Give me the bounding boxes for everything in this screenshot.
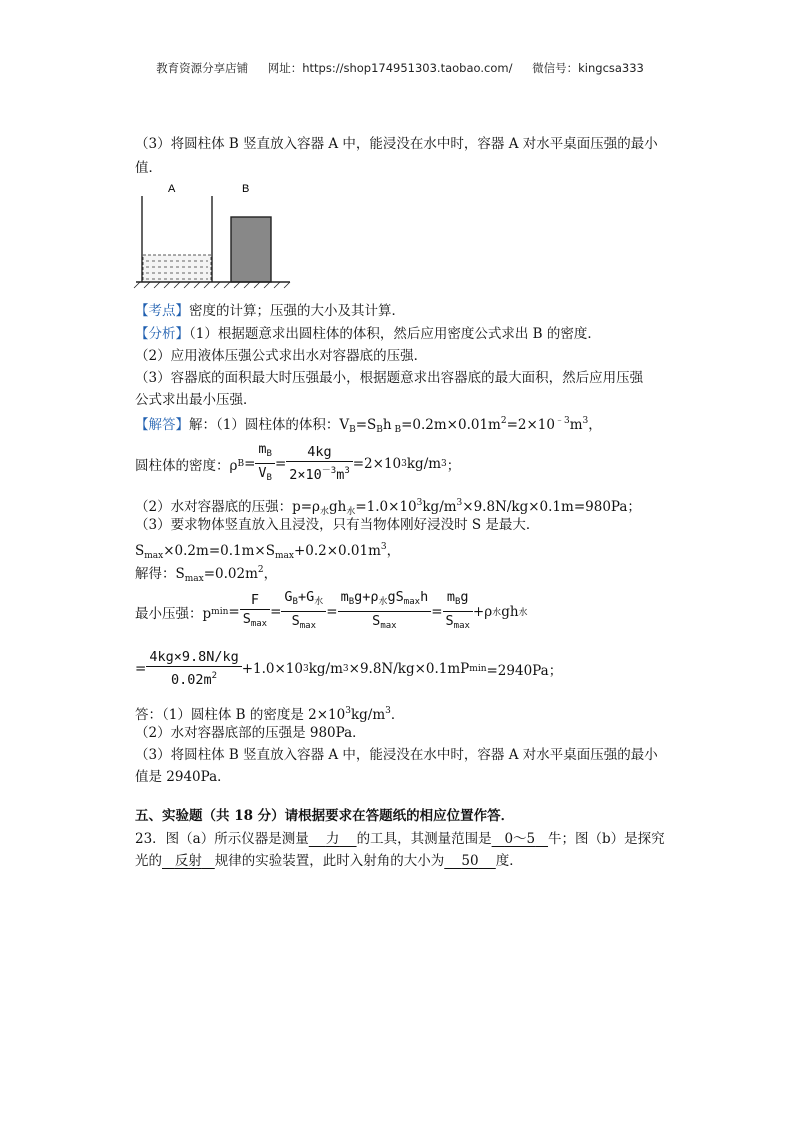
- cylinder-b: [231, 217, 271, 282]
- fenxi-tag: 【分析】: [135, 326, 189, 342]
- answer-line3: （3）将圆柱体 B 竖直放入容器 A 中，能浸没在水中时，容器 A 对水平桌面压强的最小: [135, 747, 658, 763]
- label-b: B: [242, 183, 250, 195]
- wechat-id: 微信号：kingcsa333: [532, 61, 644, 75]
- final-eq: = $\frac{4kg\times 9.8N/kg}{0.02m^2}$ +1.0×10 3 kg/m 3 ×9.8N/kg×0.1mP min =2940Pa；: [135, 649, 563, 688]
- jieda-tag: 【解答】: [135, 417, 189, 433]
- density-frac1: $\frac{m_B}{V_B}$: [255, 440, 275, 487]
- blank-angle: 50: [461, 853, 479, 869]
- q23-line2: 光的 反射 规律的实验装置，此时入射角的大小为 50 度．: [135, 853, 523, 869]
- min-pressure-eq: 最小压强：p min = $\frac{F}{S_{max}}$ = $\frac{G_B+G_水}{S_{max}}$ = $\frac{m_Bg+\rho_水gS_{max}h}{S_{max}}$ = $\frac{m_Bg}{S_{max}}$ +ρ 水 gh 水: [135, 589, 528, 631]
- j-tail: =2×10: [506, 417, 555, 433]
- blank-range: 0～5: [504, 831, 536, 847]
- jieda-line4: （3）要求物体竖直放入且浸没，只有当物体刚好浸没时 S 是最大．: [135, 517, 540, 533]
- label-a: A: [168, 183, 176, 195]
- answer-line4: 值是 2940Pa．: [135, 769, 231, 785]
- fenxi-line1: [135, 325, 601, 343]
- answer-line2: （2）水对容器底部的压强是 980Pa．: [135, 725, 366, 741]
- jieda-line1: 【解答】解：（1）圆柱体的体积：$V_B=S_Bh$ $_B=0.2m\times 0.01m^2=2\times 10^{﹣3}m^3$，: [135, 416, 602, 435]
- q23-line1: 23．图（a）所示仪器是测量 力 的工具，其测量范围是 0～5 牛；图（b）是探究: [135, 831, 665, 847]
- density-result: =2×10: [352, 455, 402, 472]
- shop-name: 教育资源分享店铺: [156, 61, 249, 75]
- density-unit: kg/m: [406, 455, 442, 472]
- shop-url[interactable]: 网址：https://shop174951303.taobao.com/: [267, 61, 513, 75]
- min-label: 最小压强：p: [135, 605, 212, 622]
- q3-line2: 值．: [135, 160, 162, 176]
- j-end: m: [569, 417, 583, 433]
- j-eq: =0.2m×0.01m: [401, 417, 501, 433]
- j-text: 解：（1）圆柱体的体积：V: [189, 417, 350, 433]
- fenxi-line2: （2）应用液体压强公式求出水对容器底的压强．: [135, 348, 428, 364]
- blank-reflect: 反射: [174, 853, 202, 869]
- section5-title: 五、实验题（共 18 分）请根据要求在答题纸的相应位置作答．: [135, 808, 515, 824]
- jieda-line6: 解得：$S_{max}=0.02m^2$，: [135, 565, 278, 584]
- fenxi-text1: （1）根据题意求出圆柱体的体积，然后应用密度公式求出 B 的密度．: [189, 326, 601, 342]
- jieda-line5: $S_{max}\times 0.2m=0.1m\times S_{max}+0.2\times 0.01m^3$，: [135, 542, 401, 561]
- jieda-line3: （2）水对容器底的压强：$p=\rho_水gh_水=1.0\times 10^3kg/m^3\times 9.8N/kg\times 0.1m=980Pa$；: [135, 498, 641, 517]
- density-frac2: $\frac{4kg}{2\times 10^{-3}m^3}$: [286, 443, 353, 484]
- blank-force: 力: [325, 831, 340, 847]
- density-eq: 圆柱体的密度：ρ B = $\frac{m_B}{V_B}$ = $\frac{4kg}{2\times 10^{-3}m^3}$ =2×10 3 kg/m 3 ；: [135, 440, 460, 487]
- kaodian-tag: 【考点】: [135, 303, 189, 319]
- q3-line1: （3）将圆柱体 B 竖直放入容器 A 中，能浸没在水中时，容器 A 对水平桌面压强的最小: [135, 136, 658, 152]
- page-header: [0, 60, 800, 76]
- answer-line1: 答：（1）圆柱体 B 的密度是 $2\times 10^3kg/m^3$．: [135, 706, 405, 723]
- kaodian-text: 密度的计算；压强的大小及其计算．: [189, 303, 405, 319]
- container-figure: [130, 178, 300, 290]
- fenxi-line4: 公式求出最小压强．: [135, 392, 257, 408]
- kaodian: [135, 302, 405, 320]
- density-label: 圆柱体的密度：ρ: [135, 457, 238, 474]
- fenxi-line3: （3）容器底的面积最大时压强最小，根据题意求出容器底的最大面积，然后应用压强: [135, 370, 644, 386]
